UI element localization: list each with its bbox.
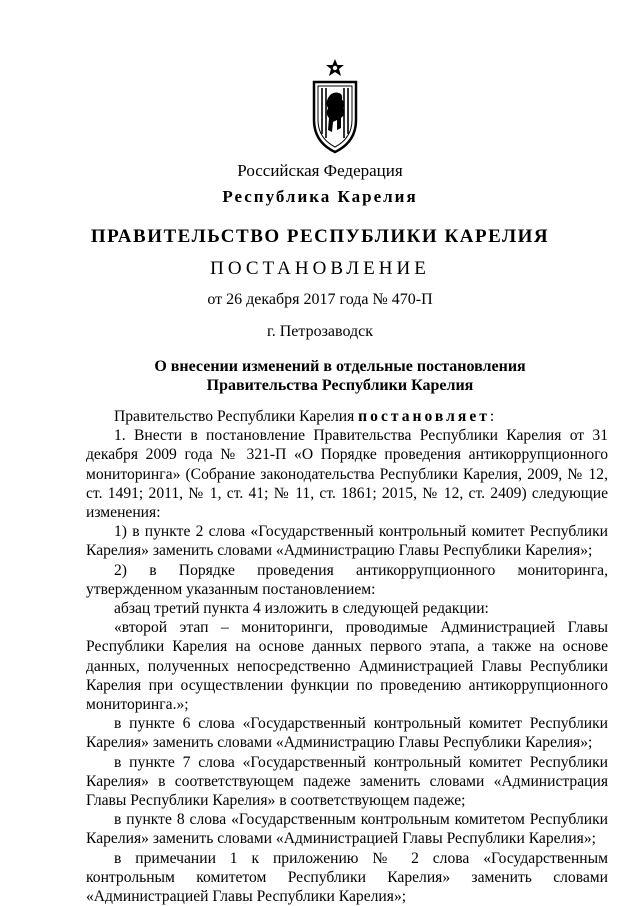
body-paragraph-9: в примечании 1 к приложению № 2 слова «Государственным контрольным комитетом Республики Карелия» заменить словами «Администрацией Главы Республики Карелия»; — [86, 849, 608, 906]
republic-name: Республика Карелия — [222, 187, 418, 206]
body-paragraph-3: 2) в Порядке проведения антикоррупционного мониторинга, утвержденном указанным постановлением: — [86, 561, 608, 598]
body-paragraph-4: абзац третий пункта 4 изложить в следующей редакции: — [114, 600, 489, 618]
intro-paragraph — [86, 407, 608, 426]
subject-line-2: Правительства Республики Карелия — [206, 377, 474, 394]
body-paragraph-8: в пункте 8 слова «Государственным контрольным комитетом Республики Карелия» заменить словами «Администрацией Главы Республики Карелия»; — [86, 811, 608, 848]
coat-of-arms-emblem — [308, 58, 362, 154]
document-type: ПОСТАНОВЛЕНИЕ — [210, 258, 430, 279]
intro-suffix: : — [489, 408, 495, 425]
body-paragraph-6: в пункте 6 слова «Государственный контрольный комитет Республики Карелия» заменить словами «Администрацию Главы Республики Карелия»; — [86, 715, 608, 752]
subject-line-1: О внесении изменений в отдельные постановления — [154, 358, 526, 375]
document-subject — [20, 357, 640, 395]
document-date-number: от 26 декабря 2017 года № 470-П — [207, 291, 433, 308]
body-paragraph-2: 1) в пункте 2 слова «Государственный контрольный комитет Республики Карелия» заменить словами «Администрацию Главы Республики Карелия»; — [86, 523, 608, 560]
country-name: Российская Федерация — [237, 161, 403, 180]
city-name: г. Петрозаводск — [266, 323, 374, 340]
government-title: ПРАВИТЕЛЬСТВО РЕСПУБЛИКИ КАРЕЛИЯ — [90, 226, 550, 247]
body-paragraph-1: 1. Внести в постановление Правительства Республики Карелия от 31 декабря 2009 года № 321-П «О Порядке проведения антикоррупционного мониторинга» (Собрание законодательства Республики Карелия, 2009, № 12, ст. 1491; 2011, № 1, ст. 41; № 11, ст. 1861; 2015, № 12, ст. 2409) следующие изменения: — [86, 427, 608, 522]
intro-prefix: Правительство Республики Карелия — [114, 408, 359, 425]
document-body — [86, 407, 608, 906]
intro-verb: постановляет — [358, 408, 490, 425]
body-paragraph-5: «второй этап – мониторинги, проводимые Администрацией Главы Республики Карелия на основе данных первого этапа, а также на основе данных, полученных непосредственно Администрацией Главы Республики Карелия при осуществлении функции по проведению антикоррупционного мониторинга.»; — [86, 619, 608, 714]
body-paragraph-7: в пункте 7 слова «Государственный контрольный комитет Республики Карелия» в соответствующем падеже заменить словами «Администрация Главы Республики Карелия» в соответствующем падеже; — [86, 753, 608, 810]
